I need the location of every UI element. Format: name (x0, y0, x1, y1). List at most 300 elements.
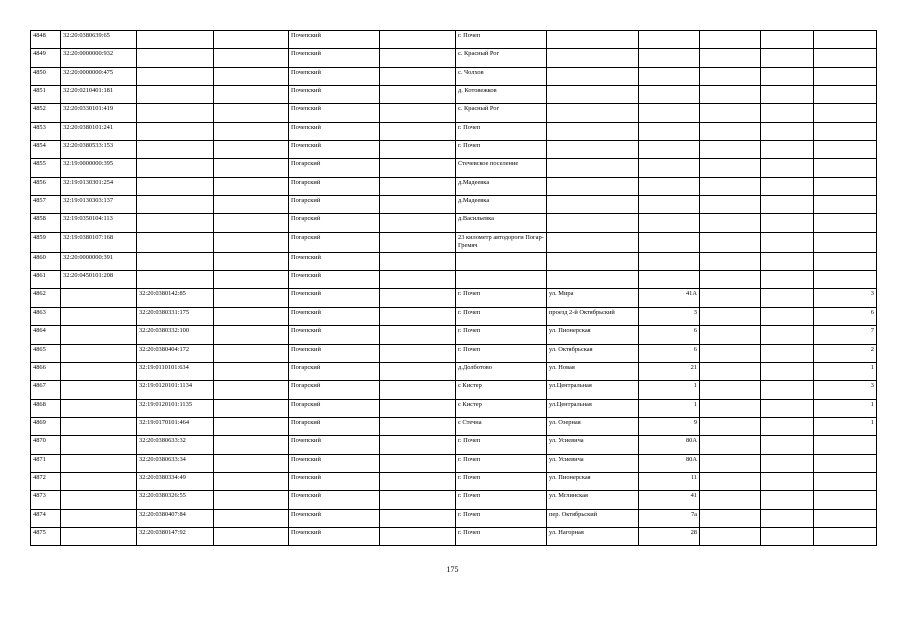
apartment-number: 3 (814, 381, 877, 399)
street: ул. Пионерская (547, 326, 639, 344)
cadastral-number-b: 32:20:0380633:34 (137, 454, 214, 472)
cadastral-number-a: 32:19:0130303:137 (61, 196, 137, 214)
blank-col-10 (761, 362, 814, 380)
street (547, 177, 639, 195)
row-number: 4870 (31, 436, 61, 454)
blank-col-9 (700, 399, 761, 417)
house-number (639, 159, 700, 177)
house-number: 11 (639, 472, 700, 490)
row-number: 4865 (31, 344, 61, 362)
blank-col-10 (761, 86, 814, 104)
district: Почепский (289, 49, 380, 67)
cadastral-number-b (137, 232, 214, 252)
row-number: 4863 (31, 307, 61, 325)
cadastral-number-a: 32:20:0330101:419 (61, 104, 137, 122)
street (547, 232, 639, 252)
page-number: 175 (446, 565, 459, 574)
apartment-number (814, 214, 877, 232)
blank-col-9 (700, 31, 761, 49)
locality: г. Почеп (456, 31, 547, 49)
apartment-number (814, 472, 877, 490)
street (547, 141, 639, 159)
apartment-number (814, 122, 877, 140)
blank-col-5 (380, 196, 456, 214)
blank-col-5 (380, 491, 456, 509)
cadastral-number-b: 32:20:0380332:100 (137, 326, 214, 344)
locality: с. Красный Рог (456, 104, 547, 122)
blank-col-10 (761, 307, 814, 325)
row-number: 4856 (31, 177, 61, 195)
row-number: 4869 (31, 417, 61, 435)
apartment-number: 3 (814, 289, 877, 307)
street (547, 31, 639, 49)
cadastral-number-a: 32:20:0000000:932 (61, 49, 137, 67)
cadastral-number-b: 32:20:0380407:84 (137, 509, 214, 527)
table-row (31, 122, 877, 140)
blank-col-3 (214, 159, 289, 177)
blank-col-3 (214, 326, 289, 344)
table-row (31, 454, 877, 472)
cadastral-number-a: 32:19:0000000:395 (61, 159, 137, 177)
street: ул. Усиевича (547, 454, 639, 472)
street: ул.Центральная (547, 381, 639, 399)
locality: г. Почеп (456, 472, 547, 490)
district: Погарский (289, 362, 380, 380)
district: Погарский (289, 214, 380, 232)
cadastral-number-a: 32:20:0380533:153 (61, 141, 137, 159)
cadastral-number-a (61, 417, 137, 435)
blank-col-10 (761, 381, 814, 399)
house-number (639, 104, 700, 122)
district: Погарский (289, 177, 380, 195)
blank-col-9 (700, 527, 761, 545)
street: ул. Озерная (547, 417, 639, 435)
blank-col-3 (214, 86, 289, 104)
row-number: 4853 (31, 122, 61, 140)
blank-col-5 (380, 472, 456, 490)
cadastral-number-a: 32:19:0380107:168 (61, 232, 137, 252)
blank-col-10 (761, 436, 814, 454)
house-number: 3 (639, 307, 700, 325)
cadastral-number-a (61, 399, 137, 417)
district: Почепский (289, 509, 380, 527)
row-number: 4871 (31, 454, 61, 472)
blank-col-3 (214, 122, 289, 140)
street (547, 104, 639, 122)
street (547, 252, 639, 270)
house-number: 6 (639, 344, 700, 362)
blank-col-5 (380, 67, 456, 85)
locality: с. Чолхов (456, 67, 547, 85)
blank-col-5 (380, 159, 456, 177)
district: Почепский (289, 527, 380, 545)
locality: г. Почеп (456, 509, 547, 527)
street (547, 67, 639, 85)
row-number: 4850 (31, 67, 61, 85)
blank-col-3 (214, 491, 289, 509)
table-row (31, 104, 877, 122)
table-row (31, 31, 877, 49)
locality: д.Васильевка (456, 214, 547, 232)
cadastral-number-a: 32:19:0130301:254 (61, 177, 137, 195)
apartment-number (814, 49, 877, 67)
apartment-number: 2 (814, 344, 877, 362)
apartment-number (814, 196, 877, 214)
house-number (639, 271, 700, 289)
district: Почепский (289, 344, 380, 362)
blank-col-9 (700, 196, 761, 214)
blank-col-5 (380, 232, 456, 252)
cadastral-number-a: 32:20:0000000:391 (61, 252, 137, 270)
cadastral-number-a: 32:20:0380101:241 (61, 122, 137, 140)
district: Почепский (289, 436, 380, 454)
locality: г. Почеп (456, 307, 547, 325)
cadastral-number-a: 32:20:0000000:475 (61, 67, 137, 85)
blank-col-3 (214, 49, 289, 67)
house-number: 21 (639, 362, 700, 380)
apartment-number: 7 (814, 326, 877, 344)
district: Почепский (289, 141, 380, 159)
street (547, 196, 639, 214)
blank-col-10 (761, 232, 814, 252)
table-row (31, 509, 877, 527)
blank-col-10 (761, 417, 814, 435)
cadastral-number-a (61, 491, 137, 509)
cadastral-number-b (137, 67, 214, 85)
table-row (31, 271, 877, 289)
cadastral-number-b: 32:20:0380142:85 (137, 289, 214, 307)
district: Почепский (289, 491, 380, 509)
blank-col-10 (761, 326, 814, 344)
row-number: 4873 (31, 491, 61, 509)
house-number (639, 86, 700, 104)
cadastral-number-a (61, 344, 137, 362)
cadastral-number-a (61, 362, 137, 380)
blank-col-9 (700, 436, 761, 454)
blank-col-10 (761, 67, 814, 85)
locality: с. Красный Рог (456, 49, 547, 67)
locality: г. Почеп (456, 344, 547, 362)
blank-col-9 (700, 49, 761, 67)
blank-col-9 (700, 472, 761, 490)
street (547, 214, 639, 232)
apartment-number (814, 67, 877, 85)
blank-col-10 (761, 472, 814, 490)
house-number (639, 177, 700, 195)
house-number: 28 (639, 527, 700, 545)
apartment-number (814, 527, 877, 545)
blank-col-5 (380, 399, 456, 417)
street: ул. Мглинская (547, 491, 639, 509)
locality: д. Котовежков (456, 86, 547, 104)
blank-col-5 (380, 252, 456, 270)
apartment-number: 1 (814, 417, 877, 435)
blank-col-9 (700, 509, 761, 527)
cadastral-number-b: 32:19:0120101:1135 (137, 399, 214, 417)
blank-col-5 (380, 31, 456, 49)
table-row (31, 67, 877, 85)
apartment-number (814, 491, 877, 509)
district: Почепский (289, 67, 380, 85)
blank-col-3 (214, 232, 289, 252)
row-number: 4851 (31, 86, 61, 104)
locality: с Кистер (456, 399, 547, 417)
table-row (31, 307, 877, 325)
row-number: 4864 (31, 326, 61, 344)
table-row (31, 381, 877, 399)
house-number (639, 232, 700, 252)
blank-col-3 (214, 362, 289, 380)
cadastral-number-a: 32:20:0210401:181 (61, 86, 137, 104)
house-number (639, 214, 700, 232)
blank-col-9 (700, 271, 761, 289)
apartment-number (814, 232, 877, 252)
house-number (639, 49, 700, 67)
blank-col-3 (214, 31, 289, 49)
apartment-number (814, 454, 877, 472)
blank-col-9 (700, 86, 761, 104)
locality (456, 271, 547, 289)
street (547, 49, 639, 67)
apartment-number (814, 177, 877, 195)
blank-col-3 (214, 289, 289, 307)
house-number (639, 196, 700, 214)
blank-col-9 (700, 491, 761, 509)
apartment-number (814, 159, 877, 177)
house-number: 80А (639, 454, 700, 472)
table-row (31, 289, 877, 307)
street: ул. Октябрьская (547, 344, 639, 362)
cadastral-number-a (61, 307, 137, 325)
blank-col-10 (761, 49, 814, 67)
cadastral-number-b (137, 49, 214, 67)
table-row (31, 417, 877, 435)
street: ул. Пионерская (547, 472, 639, 490)
street (547, 122, 639, 140)
cadastral-number-b: 32:19:0170101:464 (137, 417, 214, 435)
blank-col-10 (761, 196, 814, 214)
house-number (639, 31, 700, 49)
blank-col-3 (214, 307, 289, 325)
district: Почепский (289, 104, 380, 122)
blank-col-10 (761, 399, 814, 417)
cadastral-number-b: 32:20:0380326:55 (137, 491, 214, 509)
locality: 23 километр автодороги Погар-Гремяч (456, 232, 547, 252)
blank-col-9 (700, 232, 761, 252)
table-row (31, 399, 877, 417)
row-number: 4849 (31, 49, 61, 67)
cadastral-number-a: 32:19:0350104:113 (61, 214, 137, 232)
blank-col-3 (214, 509, 289, 527)
cadastral-number-b (137, 141, 214, 159)
blank-col-5 (380, 454, 456, 472)
blank-col-5 (380, 104, 456, 122)
district: Погарский (289, 417, 380, 435)
house-number: 7а (639, 509, 700, 527)
blank-col-5 (380, 177, 456, 195)
blank-col-10 (761, 509, 814, 527)
row-number: 4868 (31, 399, 61, 417)
apartment-number: 1 (814, 362, 877, 380)
cadastral-number-b (137, 177, 214, 195)
district: Почепский (289, 271, 380, 289)
row-number: 4858 (31, 214, 61, 232)
district: Почепский (289, 122, 380, 140)
locality: г. Почеп (456, 289, 547, 307)
blank-col-3 (214, 67, 289, 85)
district: Почепский (289, 326, 380, 344)
apartment-number: 1 (814, 399, 877, 417)
registry-table (30, 30, 877, 546)
table-row (31, 344, 877, 362)
table-row (31, 86, 877, 104)
blank-col-10 (761, 104, 814, 122)
row-number: 4861 (31, 271, 61, 289)
blank-col-10 (761, 177, 814, 195)
row-number: 4859 (31, 232, 61, 252)
locality: д.Мадеевка (456, 196, 547, 214)
row-number: 4872 (31, 472, 61, 490)
locality: г. Почеп (456, 527, 547, 545)
locality: г. Почеп (456, 141, 547, 159)
district: Почепский (289, 86, 380, 104)
apartment-number (814, 252, 877, 270)
blank-col-9 (700, 417, 761, 435)
blank-col-10 (761, 141, 814, 159)
blank-col-9 (700, 362, 761, 380)
blank-col-10 (761, 252, 814, 270)
blank-col-5 (380, 289, 456, 307)
blank-col-9 (700, 122, 761, 140)
blank-col-10 (761, 454, 814, 472)
cadastral-number-a: 32:20:0450101:208 (61, 271, 137, 289)
blank-col-9 (700, 344, 761, 362)
street (547, 159, 639, 177)
apartment-number (814, 86, 877, 104)
blank-col-5 (380, 214, 456, 232)
locality: с Кистер (456, 381, 547, 399)
blank-col-10 (761, 31, 814, 49)
blank-col-3 (214, 381, 289, 399)
blank-col-5 (380, 122, 456, 140)
blank-col-10 (761, 289, 814, 307)
blank-col-3 (214, 344, 289, 362)
table-row (31, 49, 877, 67)
apartment-number (814, 104, 877, 122)
cadastral-number-b: 32:19:0110101:634 (137, 362, 214, 380)
apartment-number (814, 436, 877, 454)
blank-col-5 (380, 49, 456, 67)
street: ул. Новая (547, 362, 639, 380)
district: Почепский (289, 454, 380, 472)
district: Почепский (289, 31, 380, 49)
cadastral-number-b: 32:20:0380404:172 (137, 344, 214, 362)
blank-col-10 (761, 271, 814, 289)
cadastral-number-a (61, 381, 137, 399)
blank-col-9 (700, 104, 761, 122)
table-row (31, 527, 877, 545)
street: проезд 2-й Октябрьский (547, 307, 639, 325)
blank-col-10 (761, 344, 814, 362)
blank-col-3 (214, 527, 289, 545)
row-number: 4855 (31, 159, 61, 177)
house-number (639, 67, 700, 85)
table-row (31, 436, 877, 454)
row-number: 4857 (31, 196, 61, 214)
district: Почепский (289, 472, 380, 490)
blank-col-9 (700, 67, 761, 85)
cadastral-number-b (137, 271, 214, 289)
street: ул.Центральная (547, 399, 639, 417)
cadastral-number-b: 32:20:0380147:92 (137, 527, 214, 545)
district: Погарский (289, 196, 380, 214)
blank-col-3 (214, 436, 289, 454)
blank-col-5 (380, 141, 456, 159)
cadastral-number-b (137, 122, 214, 140)
row-number: 4874 (31, 509, 61, 527)
blank-col-3 (214, 196, 289, 214)
locality: с Стечна (456, 417, 547, 435)
blank-col-3 (214, 252, 289, 270)
table-row (31, 472, 877, 490)
locality: д.Мадеевка (456, 177, 547, 195)
blank-col-9 (700, 307, 761, 325)
house-number (639, 141, 700, 159)
blank-col-5 (380, 509, 456, 527)
district: Погарский (289, 159, 380, 177)
table-row (31, 491, 877, 509)
district: Почепский (289, 252, 380, 270)
cadastral-number-a (61, 454, 137, 472)
cadastral-number-b (137, 104, 214, 122)
district: Погарский (289, 232, 380, 252)
blank-col-5 (380, 417, 456, 435)
district: Погарский (289, 399, 380, 417)
row-number: 4854 (31, 141, 61, 159)
blank-col-3 (214, 177, 289, 195)
row-number: 4866 (31, 362, 61, 380)
cadastral-number-b: 32:20:0380331:175 (137, 307, 214, 325)
cadastral-number-b (137, 252, 214, 270)
house-number: 9 (639, 417, 700, 435)
table-row (31, 159, 877, 177)
cadastral-number-b (137, 214, 214, 232)
row-number: 4848 (31, 31, 61, 49)
cadastral-number-a (61, 472, 137, 490)
street (547, 86, 639, 104)
table-row (31, 196, 877, 214)
blank-col-5 (380, 271, 456, 289)
locality: г. Почеп (456, 436, 547, 454)
blank-col-9 (700, 326, 761, 344)
table-row (31, 362, 877, 380)
blank-col-3 (214, 399, 289, 417)
district: Почепский (289, 289, 380, 307)
blank-col-3 (214, 472, 289, 490)
table-row (31, 177, 877, 195)
table-row (31, 252, 877, 270)
blank-col-3 (214, 417, 289, 435)
locality (456, 252, 547, 270)
blank-col-9 (700, 252, 761, 270)
cadastral-number-b: 32:19:0120101:1134 (137, 381, 214, 399)
cadastral-number-b (137, 196, 214, 214)
cadastral-number-a (61, 326, 137, 344)
blank-col-5 (380, 86, 456, 104)
street (547, 271, 639, 289)
blank-col-10 (761, 159, 814, 177)
blank-col-9 (700, 177, 761, 195)
